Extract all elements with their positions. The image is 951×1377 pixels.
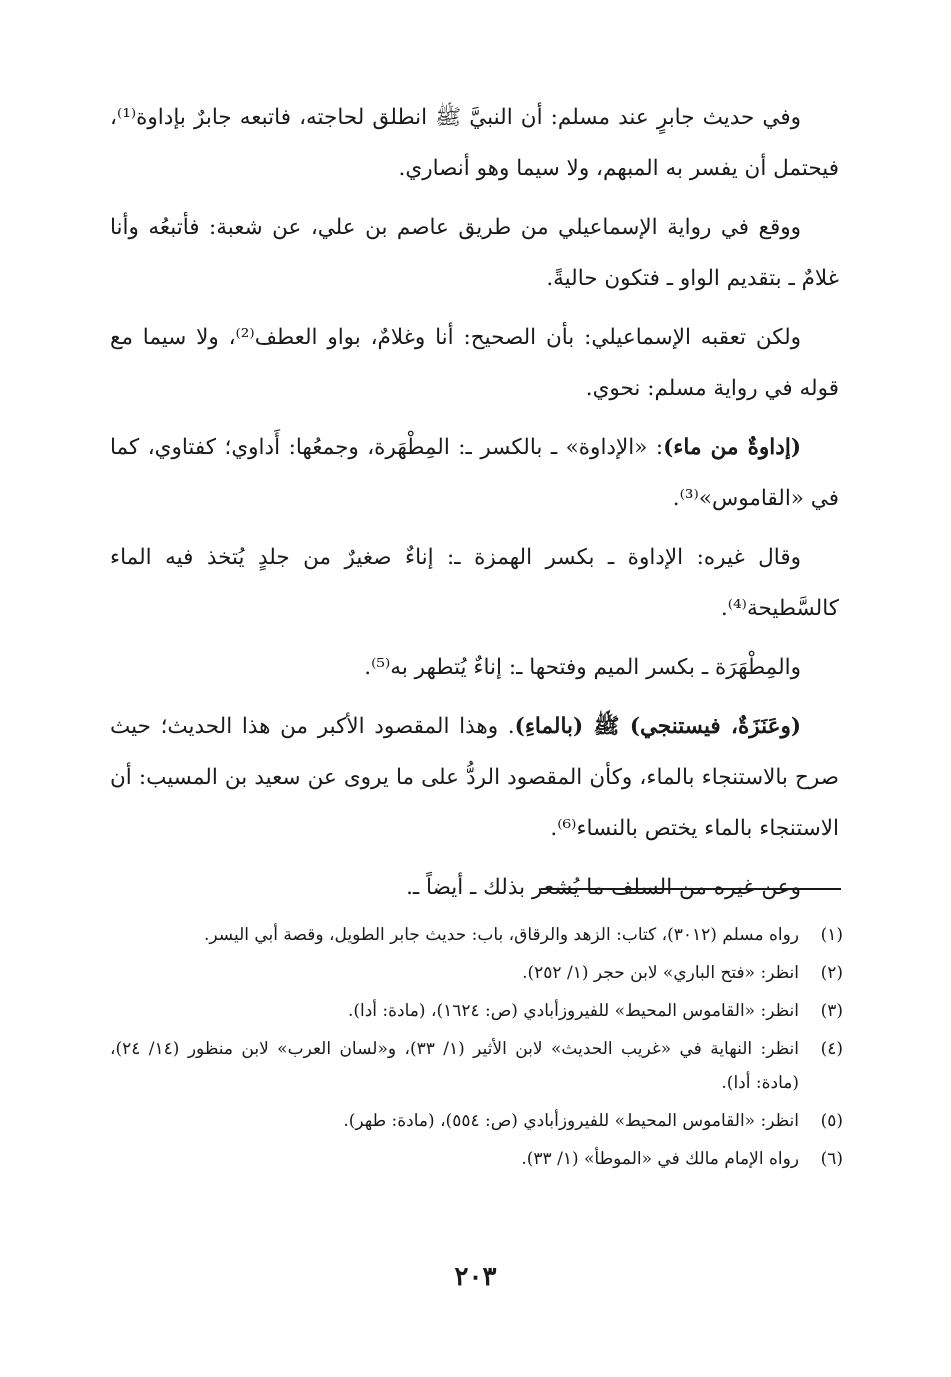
footnote-text: انظر: «فتح الباري» لابن حجر (١/ ٢٥٢). — [522, 963, 799, 983]
footnote-text: رواه الإمام مالك في «الموطأ» (١/ ٣٣). — [521, 1149, 799, 1169]
footnote — [110, 956, 843, 990]
paragraph-5: وقال غيره: الإداوة ـ بكسر الهمزة ـ: إناءٌ صغيرٌ من جلدٍ يُتخذ فيه الماء كالسَّطيحة⁽⁴⁾. — [110, 545, 839, 621]
quoted-phrase: (وعَنَزَةٌ، فيستنجي) ﷺ (بالماءِ) — [514, 714, 801, 739]
page-number: ٢٠٣ — [454, 1262, 497, 1292]
paragraph-3: ولكن تعقبه الإسماعيلي: بأن الصحيح: أنا وغلامٌ، بواو العطف⁽²⁾، ولا سيما مع قوله في رواية مسلم: نحوي. — [110, 325, 839, 401]
footnotes — [110, 918, 843, 1180]
footnote-text: انظر: النهاية في «غريب الحديث» لابن الأثير (١/ ٣٣)، و«لسان العرب» لابن منظور (١٤/ ٢٤)، (مادة: أدا). — [110, 1039, 800, 1093]
footnote-text: رواه مسلم (٣٠١٢)، كتاب: الزهد والرقاق، باب: حديث جابر الطويل، وقصة أبي اليسر. — [204, 925, 799, 945]
main-text — [110, 92, 839, 921]
paragraph-text: . وهذا المقصود الأكبر من هذا الحديث؛ حيث صرح بالاستنجاء بالماء، وكأن المقصود الردُّ على ما يروى عن سعيد بن المسيب: أن الاستنجاء بالماء يختص بالنساء⁽⁶⁾. — [110, 714, 839, 841]
quoted-phrase: (إداوةٌ من ماء) — [663, 435, 801, 460]
footnote-number: (٥) — [820, 1111, 843, 1131]
paragraph-4 — [110, 422, 839, 524]
footnote — [110, 918, 843, 952]
footnote-number: (٢) — [820, 963, 843, 983]
footnote — [110, 994, 843, 1028]
footnote-number: (٦) — [820, 1149, 843, 1169]
footnote-text: انظر: «القاموس المحيط» للفيروزأبادي (ص: ١٦٢٤)، (مادة: أدا). — [347, 1001, 799, 1021]
footnote-number: (٤) — [820, 1039, 843, 1059]
footnote — [110, 1032, 843, 1100]
footnote-number: (١) — [820, 925, 843, 945]
paragraph-2: ووقع في رواية الإسماعيلي من طريق عاصم بن علي، عن شعبة: فأتبعُه وأنا غلامٌ ـ بتقديم الواو ـ فتكون حاليةً. — [110, 215, 839, 291]
footnote-separator — [541, 888, 841, 890]
footnote — [110, 1104, 843, 1138]
footnote — [110, 1142, 843, 1176]
footnote-text: انظر: «القاموس المحيط» للفيروزأبادي (ص: ٥٥٤)، (مادة: طهر). — [343, 1111, 799, 1131]
paragraph-text: : «الإداوة» ـ بالكسر ـ: المِطْهَرة، وجمعُها: أَداوي؛ كفتاوي، كما في «القاموس»⁽³⁾. — [110, 435, 839, 511]
paragraph-1: وفي حديث جابرٍ عند مسلم: أن النبيَّ ﷺ انطلق لحاجته، فاتبعه جابرٌ بإداوة⁽¹⁾، فيحتمل أن يفسر به المبهم، ولا سيما وهو أنصاري. — [110, 105, 839, 181]
paragraph-8: وعن غيره من السلف ما يُشعر بذلك ـ أيضاً ـ. — [406, 875, 801, 900]
footnote-number: (٣) — [820, 1001, 843, 1021]
paragraph-7 — [110, 701, 839, 854]
paragraph-6: والمِطْهَرَة ـ بكسر الميم وفتحها ـ: إناءٌ يُتطهر به⁽⁵⁾. — [364, 655, 801, 680]
